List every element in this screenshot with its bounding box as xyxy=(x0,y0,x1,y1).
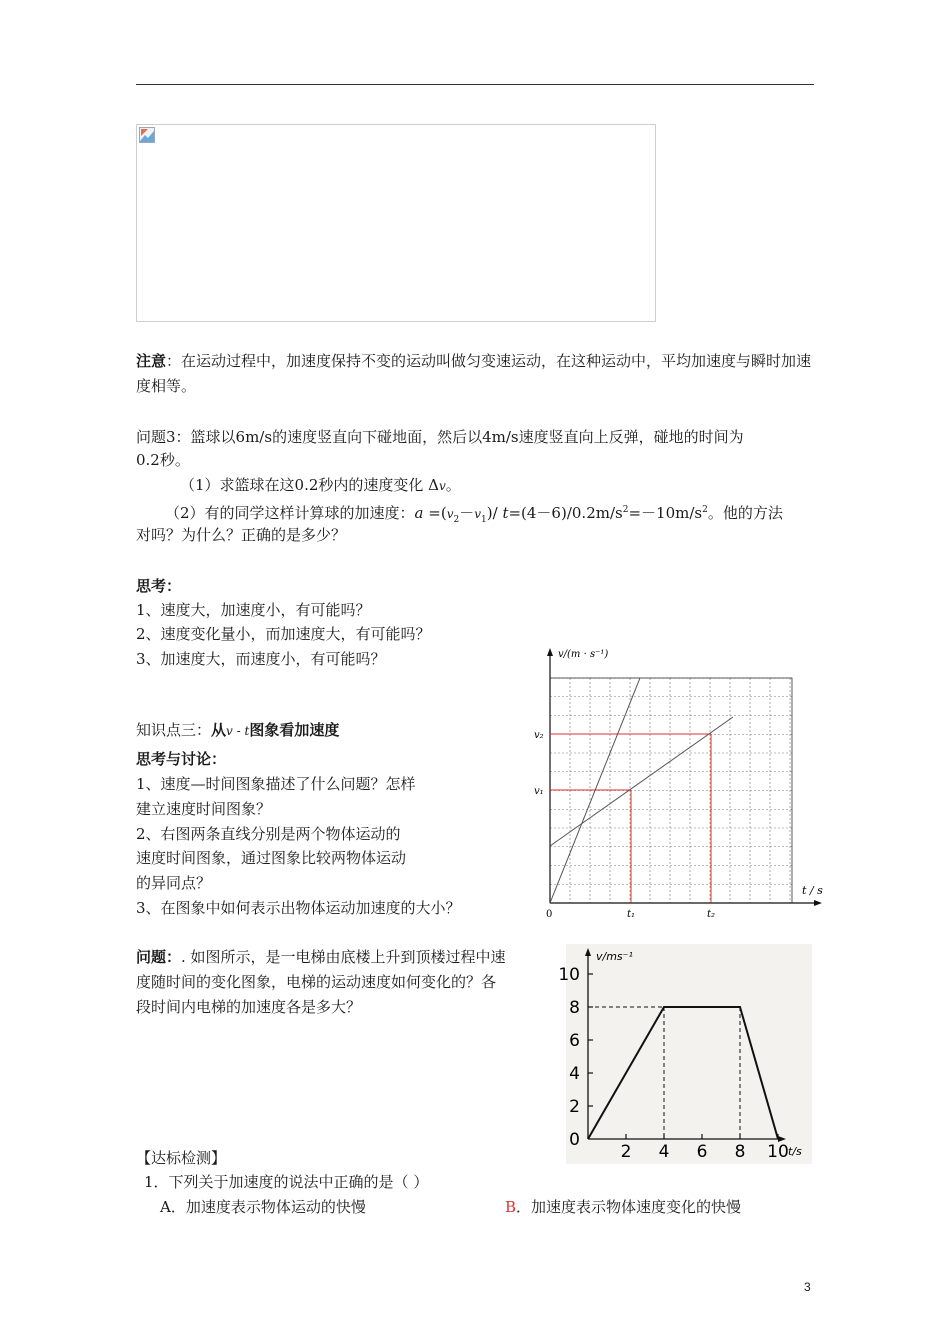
think-item: 1、速度大，加速度小，有可能吗？ xyxy=(136,601,371,619)
k3-prefix: 知识点三： xyxy=(136,721,212,739)
q2-a: a xyxy=(414,504,424,522)
k3-dash: - xyxy=(232,724,245,738)
q2-sub1: 1 xyxy=(481,515,487,525)
discuss-title: 思考与讨论： xyxy=(136,750,227,768)
problem3-line2: 0.2秒。 xyxy=(136,451,190,469)
elev-xtick-label: 4 xyxy=(658,1142,670,1162)
elev-xtick-label: 6 xyxy=(696,1142,708,1162)
option-b-letter: B xyxy=(505,1198,517,1216)
elev-ytick-label: 6 xyxy=(569,1031,580,1051)
think-title: 思考： xyxy=(136,577,182,595)
problem3-line-end: 对吗？为什么？正确的是多少？ xyxy=(136,526,347,544)
discuss-q2b: 速度时间图象，通过图象比较两物体运动 xyxy=(136,849,407,867)
note-text: ：在运动过程中，加速度保持不变的运动叫做匀变速运动，在这种运动中，平均加速度与瞬时加速度相等。 xyxy=(136,352,812,395)
test-option-b xyxy=(505,1195,741,1219)
q2-div: )/ xyxy=(486,504,503,522)
header-rule xyxy=(136,84,814,85)
q2-eq: =( xyxy=(423,504,447,522)
vt-origin: 0 xyxy=(546,909,553,920)
k3-t: t xyxy=(244,724,250,738)
vt-y-arrow xyxy=(547,648,553,656)
think-item: 2、速度变化量小，而加速度大，有可能吗？ xyxy=(136,625,431,643)
elev-ytick-label: 4 xyxy=(569,1064,580,1084)
q2-sup2: 2 xyxy=(702,505,708,515)
problem3-q1 xyxy=(180,473,461,498)
q2-v1: v xyxy=(474,507,482,521)
elev-xtick-label: 8 xyxy=(734,1142,746,1162)
elevator-chart xyxy=(558,944,812,1164)
question-text1: . 如图所示，是一电梯由底楼上升到顶楼过程中速 xyxy=(181,948,506,966)
elev-ytick-label: 2 xyxy=(569,1097,580,1117)
test-option-a: A．加速度表示物体运动的快慢 xyxy=(160,1198,366,1216)
discuss-q1a: 1、速度—时间图象描述了什么问题？怎样 xyxy=(136,775,416,793)
image-placeholder xyxy=(136,124,656,322)
q1-var: v xyxy=(439,479,446,493)
vt-shallow-line xyxy=(550,717,733,846)
elev-ytick-label: 0 xyxy=(569,1130,580,1150)
question-line3: 段时间内电梯的加速度各是多大？ xyxy=(136,998,362,1016)
knowledge3-heading xyxy=(136,718,339,743)
vt-t2-label: t₂ xyxy=(707,909,716,920)
vt-x-arrow xyxy=(814,900,822,906)
discuss-q3: 3、在图象中如何表示出物体运动加速度的大小？ xyxy=(136,899,461,917)
k3-suffix: 图象看加速度 xyxy=(249,721,340,739)
q2-sup: 2 xyxy=(622,505,629,515)
think-item: 3、加速度大，而速度小，有可能吗？ xyxy=(136,650,386,668)
note-paragraph xyxy=(136,349,816,399)
problem3-line1: 问题3：篮球以6m/s的速度竖直向下碰地面，然后以4m/s速度竖直向上反弹，碰地的时间为 xyxy=(136,428,744,446)
vt-v2-label: v₂ xyxy=(534,730,544,741)
elev-ytick-label: 8 xyxy=(569,998,580,1018)
elev-xtick-label: 2 xyxy=(620,1142,632,1162)
elev-xtick-label: 10 xyxy=(767,1142,789,1162)
discuss-q1b: 建立速度时间图象？ xyxy=(136,800,272,818)
q2-rest: =(4－6)/0.2m/s xyxy=(508,504,623,522)
q1-text: （1）求篮球在这0.2秒内的速度变化 Δ xyxy=(180,476,440,494)
broken-image-icon xyxy=(139,127,155,143)
k3-v: v xyxy=(226,724,233,738)
q2-sub2: 2 xyxy=(453,515,460,525)
q2-minus: － xyxy=(459,504,475,522)
elev-ylabel: v/ms⁻¹ xyxy=(596,950,633,963)
q2-rest2: =－10m/s xyxy=(628,504,703,522)
vt-grid-chart xyxy=(528,640,828,925)
q2-t: t xyxy=(502,504,509,522)
question-line1 xyxy=(136,945,506,969)
discuss-q2a: 2、右图两条直线分别是两个物体运动的 xyxy=(136,825,401,843)
q2-v2: v xyxy=(446,507,454,521)
test-title: 【达标检测】 xyxy=(136,1149,227,1167)
q2-tail: 。他的方法 xyxy=(707,504,783,522)
page-number: 3 xyxy=(804,1280,811,1294)
note-label: 注意 xyxy=(136,352,167,370)
elev-ytick-label: 10 xyxy=(558,965,580,985)
vt-v1-label: v₁ xyxy=(534,786,544,797)
q1-suffix: 。 xyxy=(445,476,461,494)
q2-text: （2）有的同学这样计算球的加速度： xyxy=(165,504,415,522)
vt-ylabel: v/(m · s⁻¹) xyxy=(558,649,609,660)
vt-t1-label: t₁ xyxy=(627,909,636,920)
option-b-text: ．加速度表示物体速度变化的快慢 xyxy=(516,1198,742,1216)
discuss-q2c: 的异同点？ xyxy=(136,874,212,892)
elev-xlabel: t/s xyxy=(788,1145,802,1158)
test-q1: 1．下列关于加速度的说法中正确的是（ ） xyxy=(144,1173,429,1191)
question-line2: 度随时间的变化图象，电梯的运动速度如何变化的？各 xyxy=(136,973,497,991)
k3-from: 从 xyxy=(211,721,227,739)
question-label: 问题： xyxy=(136,948,182,966)
vt-xlabel: t / s xyxy=(802,884,823,897)
